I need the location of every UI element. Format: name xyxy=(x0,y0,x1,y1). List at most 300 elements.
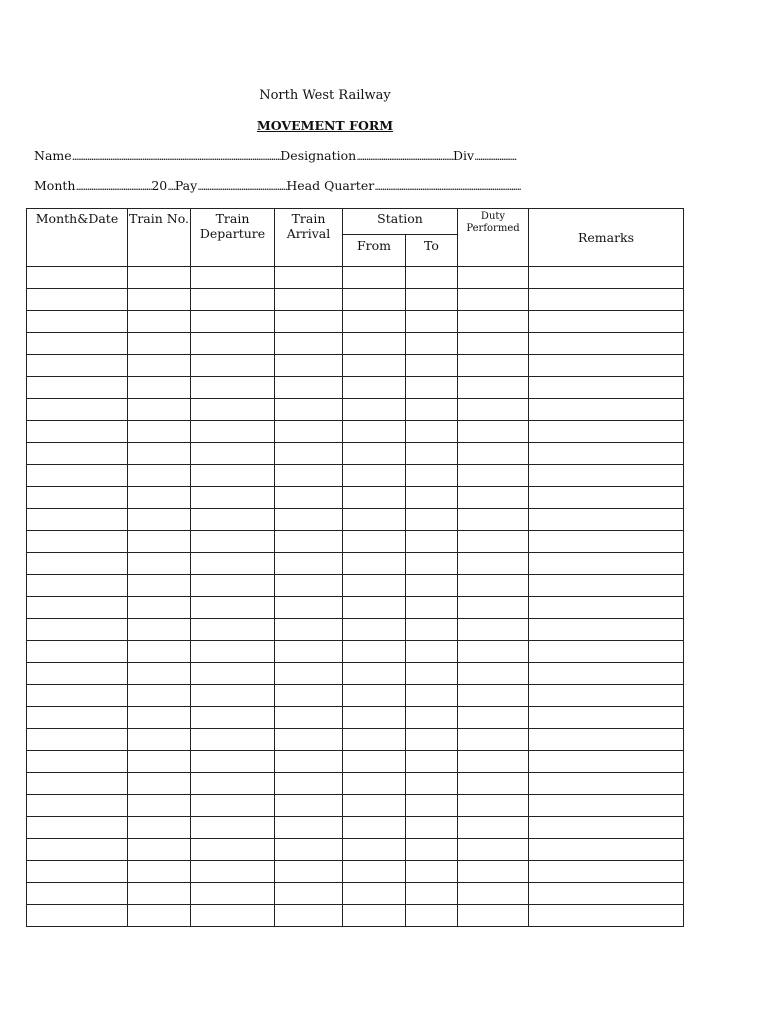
table-cell[interactable] xyxy=(529,773,684,795)
table-cell[interactable] xyxy=(27,333,128,355)
table-cell[interactable] xyxy=(275,619,343,641)
table-row xyxy=(27,509,684,531)
table-cell[interactable] xyxy=(275,795,343,817)
table-cell[interactable] xyxy=(458,465,529,487)
table-cell[interactable] xyxy=(191,729,275,751)
table-cell[interactable] xyxy=(191,905,275,927)
table-cell[interactable] xyxy=(275,685,343,707)
table-cell[interactable] xyxy=(406,729,458,751)
table-cell[interactable] xyxy=(128,575,191,597)
table-cell[interactable] xyxy=(529,663,684,685)
table-cell[interactable] xyxy=(275,729,343,751)
table-row xyxy=(27,619,684,641)
table-cell[interactable] xyxy=(128,729,191,751)
table-row xyxy=(27,465,684,487)
table-cell[interactable] xyxy=(529,729,684,751)
table-cell[interactable] xyxy=(343,333,406,355)
organization-title: North West Railway xyxy=(259,88,391,103)
table-cell[interactable] xyxy=(191,531,275,553)
table-cell[interactable] xyxy=(406,509,458,531)
table-cell[interactable] xyxy=(458,817,529,839)
table-cell[interactable] xyxy=(343,619,406,641)
table-cell[interactable] xyxy=(406,619,458,641)
table-cell[interactable] xyxy=(529,861,684,883)
table-cell[interactable] xyxy=(343,421,406,443)
table-cell[interactable] xyxy=(27,663,128,685)
table-cell[interactable] xyxy=(458,729,529,751)
table-cell[interactable] xyxy=(275,377,343,399)
table-cell[interactable] xyxy=(343,773,406,795)
table-cell[interactable] xyxy=(529,597,684,619)
table-cell[interactable] xyxy=(128,553,191,575)
table-row xyxy=(27,707,684,729)
table-cell[interactable] xyxy=(529,333,684,355)
table-cell[interactable] xyxy=(343,861,406,883)
table-row xyxy=(27,333,684,355)
table-cell[interactable] xyxy=(275,509,343,531)
table-cell[interactable] xyxy=(128,355,191,377)
table-cell[interactable] xyxy=(529,751,684,773)
table-cell[interactable] xyxy=(406,553,458,575)
table-cell[interactable] xyxy=(275,575,343,597)
table-row xyxy=(27,773,684,795)
month-label: Month xyxy=(34,178,76,193)
table-cell[interactable] xyxy=(343,597,406,619)
table-cell[interactable] xyxy=(458,597,529,619)
table-cell[interactable] xyxy=(275,289,343,311)
table-cell[interactable] xyxy=(458,333,529,355)
table-cell[interactable] xyxy=(343,311,406,333)
table-cell[interactable] xyxy=(27,267,128,289)
table-cell[interactable] xyxy=(343,641,406,663)
table-cell[interactable] xyxy=(128,817,191,839)
table-cell[interactable] xyxy=(406,333,458,355)
table-cell[interactable] xyxy=(529,509,684,531)
table-cell[interactable] xyxy=(343,817,406,839)
table-cell[interactable] xyxy=(343,399,406,421)
table-cell[interactable] xyxy=(275,531,343,553)
table-cell[interactable] xyxy=(275,773,343,795)
form-title: MOVEMENT FORM xyxy=(256,118,394,133)
table-cell[interactable] xyxy=(128,509,191,531)
table-cell[interactable] xyxy=(27,377,128,399)
table-cell[interactable] xyxy=(191,663,275,685)
table-cell[interactable] xyxy=(406,883,458,905)
table-cell[interactable] xyxy=(458,883,529,905)
table-cell[interactable] xyxy=(458,509,529,531)
table-cell[interactable] xyxy=(458,707,529,729)
table-cell[interactable] xyxy=(529,817,684,839)
table-cell[interactable] xyxy=(128,487,191,509)
movement-table xyxy=(26,208,684,927)
col-header-station-from: From xyxy=(343,235,406,267)
table-cell[interactable] xyxy=(27,905,128,927)
table-cell[interactable] xyxy=(275,839,343,861)
table-cell[interactable] xyxy=(191,355,275,377)
table-cell[interactable] xyxy=(275,905,343,927)
div-blank[interactable]: ...................... xyxy=(474,150,516,163)
table-cell[interactable] xyxy=(529,421,684,443)
table-cell[interactable] xyxy=(191,597,275,619)
table-cell[interactable] xyxy=(275,399,343,421)
table-row xyxy=(27,443,684,465)
table-cell[interactable] xyxy=(529,399,684,421)
table-body xyxy=(27,267,684,927)
table-cell[interactable] xyxy=(458,553,529,575)
table-cell[interactable] xyxy=(406,663,458,685)
table-cell[interactable] xyxy=(343,377,406,399)
table-cell[interactable] xyxy=(128,751,191,773)
table-row xyxy=(27,795,684,817)
designation-label: Designation xyxy=(280,148,357,163)
table-cell[interactable] xyxy=(458,487,529,509)
table-cell[interactable] xyxy=(458,685,529,707)
table-row xyxy=(27,377,684,399)
div-label: Div xyxy=(452,148,475,163)
table-cell[interactable] xyxy=(458,443,529,465)
table-cell[interactable] xyxy=(128,443,191,465)
table-row xyxy=(27,531,684,553)
table-row xyxy=(27,597,684,619)
table-cell[interactable] xyxy=(529,795,684,817)
table-cell[interactable] xyxy=(406,267,458,289)
pay-blank[interactable]: ............................................... xyxy=(197,180,287,193)
table-cell[interactable] xyxy=(458,311,529,333)
table-row xyxy=(27,839,684,861)
table-cell[interactable] xyxy=(275,311,343,333)
table-cell[interactable] xyxy=(458,663,529,685)
table-cell[interactable] xyxy=(529,619,684,641)
table-cell[interactable] xyxy=(191,421,275,443)
month-pay-hq-line xyxy=(34,178,634,193)
table-cell[interactable] xyxy=(275,817,343,839)
col-header-remarks: Remarks xyxy=(529,209,684,267)
pay-label: Pay xyxy=(174,178,198,193)
table-cell[interactable] xyxy=(406,399,458,421)
table-cell[interactable] xyxy=(275,707,343,729)
table-cell[interactable] xyxy=(406,355,458,377)
table-cell[interactable] xyxy=(191,289,275,311)
table-cell[interactable] xyxy=(275,355,343,377)
table-cell[interactable] xyxy=(128,399,191,421)
table-row xyxy=(27,575,684,597)
table-cell[interactable] xyxy=(458,905,529,927)
table-cell[interactable] xyxy=(128,597,191,619)
table-cell[interactable] xyxy=(128,663,191,685)
table-cell[interactable] xyxy=(343,663,406,685)
table-cell[interactable] xyxy=(191,707,275,729)
head-quarter-blank[interactable]: ............................................................................. xyxy=(374,180,521,193)
table-cell[interactable] xyxy=(529,465,684,487)
table-cell[interactable] xyxy=(458,289,529,311)
table-cell[interactable] xyxy=(529,575,684,597)
table-cell[interactable] xyxy=(458,861,529,883)
table-cell[interactable] xyxy=(27,839,128,861)
table-cell[interactable] xyxy=(406,311,458,333)
table-row xyxy=(27,399,684,421)
table-cell[interactable] xyxy=(128,641,191,663)
table-cell[interactable] xyxy=(343,751,406,773)
table-cell[interactable] xyxy=(27,509,128,531)
table-cell[interactable] xyxy=(275,597,343,619)
table-cell[interactable] xyxy=(27,883,128,905)
table-cell[interactable] xyxy=(406,839,458,861)
table-cell[interactable] xyxy=(27,861,128,883)
table-cell[interactable] xyxy=(27,531,128,553)
table-cell[interactable] xyxy=(27,355,128,377)
table-cell[interactable] xyxy=(343,575,406,597)
table-row xyxy=(27,861,684,883)
table-cell[interactable] xyxy=(191,399,275,421)
table-cell[interactable] xyxy=(529,905,684,927)
table-cell[interactable] xyxy=(191,553,275,575)
table-cell[interactable] xyxy=(406,421,458,443)
table-cell[interactable] xyxy=(128,377,191,399)
table-cell[interactable] xyxy=(343,465,406,487)
table-cell[interactable] xyxy=(27,685,128,707)
table-cell[interactable] xyxy=(191,619,275,641)
year-prefix: 20 xyxy=(151,178,168,193)
table-cell[interactable] xyxy=(458,773,529,795)
designation-blank[interactable]: ................................................... xyxy=(356,150,453,163)
table-cell[interactable] xyxy=(343,487,406,509)
table-cell[interactable] xyxy=(128,773,191,795)
table-row xyxy=(27,553,684,575)
table-cell[interactable] xyxy=(128,465,191,487)
table-cell[interactable] xyxy=(343,289,406,311)
table-cell[interactable] xyxy=(529,883,684,905)
name-blank[interactable]: .............................................................................................................. xyxy=(71,150,281,163)
table-cell[interactable] xyxy=(191,861,275,883)
table-cell[interactable] xyxy=(343,905,406,927)
table-cell[interactable] xyxy=(27,289,128,311)
table-cell[interactable] xyxy=(343,443,406,465)
table-cell[interactable] xyxy=(458,421,529,443)
table-cell[interactable] xyxy=(529,267,684,289)
table-cell[interactable] xyxy=(529,311,684,333)
table-cell[interactable] xyxy=(275,421,343,443)
table-cell[interactable] xyxy=(343,553,406,575)
table-cell[interactable] xyxy=(343,267,406,289)
table-cell[interactable] xyxy=(275,883,343,905)
table-cell[interactable] xyxy=(191,377,275,399)
table-row xyxy=(27,751,684,773)
table-cell[interactable] xyxy=(191,839,275,861)
table-cell[interactable] xyxy=(406,817,458,839)
col-header-station-to: To xyxy=(406,235,458,267)
table-cell[interactable] xyxy=(275,861,343,883)
table-cell[interactable] xyxy=(458,267,529,289)
table-cell[interactable] xyxy=(343,729,406,751)
table-cell[interactable] xyxy=(458,751,529,773)
table-cell[interactable] xyxy=(406,377,458,399)
table-cell[interactable] xyxy=(191,751,275,773)
name-designation-div-line xyxy=(34,148,634,163)
table-cell[interactable] xyxy=(529,355,684,377)
table-cell[interactable] xyxy=(27,575,128,597)
table-cell[interactable] xyxy=(191,487,275,509)
table-cell[interactable] xyxy=(406,487,458,509)
table-row xyxy=(27,685,684,707)
table-cell[interactable] xyxy=(529,553,684,575)
col-header-month-date: Month&Date xyxy=(27,209,128,267)
table-cell[interactable] xyxy=(128,707,191,729)
table-cell[interactable] xyxy=(27,729,128,751)
table-row xyxy=(27,311,684,333)
table-row xyxy=(27,267,684,289)
table-cell[interactable] xyxy=(406,641,458,663)
table-cell[interactable] xyxy=(128,883,191,905)
table-cell[interactable] xyxy=(27,443,128,465)
table-cell[interactable] xyxy=(343,883,406,905)
table-cell[interactable] xyxy=(529,839,684,861)
table-cell[interactable] xyxy=(406,575,458,597)
table-cell[interactable] xyxy=(275,443,343,465)
table-cell[interactable] xyxy=(27,399,128,421)
table-cell[interactable] xyxy=(128,619,191,641)
table-cell[interactable] xyxy=(191,817,275,839)
table-cell[interactable] xyxy=(275,487,343,509)
table-cell[interactable] xyxy=(406,773,458,795)
table-cell[interactable] xyxy=(27,619,128,641)
table-cell[interactable] xyxy=(191,773,275,795)
table-cell[interactable] xyxy=(27,465,128,487)
table-cell[interactable] xyxy=(191,795,275,817)
table-row xyxy=(27,729,684,751)
table-cell[interactable] xyxy=(406,861,458,883)
table-cell[interactable] xyxy=(27,553,128,575)
table-cell[interactable] xyxy=(529,377,684,399)
table-cell[interactable] xyxy=(191,509,275,531)
col-header-station: Station xyxy=(343,209,458,235)
table-cell[interactable] xyxy=(191,685,275,707)
head-quarter-label: Head Quarter xyxy=(286,178,375,193)
table-cell[interactable] xyxy=(406,597,458,619)
table-cell[interactable] xyxy=(529,531,684,553)
table-cell[interactable] xyxy=(406,531,458,553)
table-cell[interactable] xyxy=(529,707,684,729)
table-cell[interactable] xyxy=(191,267,275,289)
table-cell[interactable] xyxy=(275,751,343,773)
table-cell[interactable] xyxy=(406,795,458,817)
table-cell[interactable] xyxy=(128,839,191,861)
table-row xyxy=(27,641,684,663)
table-cell[interactable] xyxy=(27,311,128,333)
table-cell[interactable] xyxy=(343,531,406,553)
table-cell[interactable] xyxy=(343,509,406,531)
table-row xyxy=(27,905,684,927)
table-cell[interactable] xyxy=(27,795,128,817)
table-cell[interactable] xyxy=(275,641,343,663)
table-row xyxy=(27,421,684,443)
table-cell[interactable] xyxy=(128,289,191,311)
table-row xyxy=(27,289,684,311)
table-cell[interactable] xyxy=(191,443,275,465)
table-cell[interactable] xyxy=(128,267,191,289)
table-cell[interactable] xyxy=(27,773,128,795)
table-cell[interactable] xyxy=(191,575,275,597)
table-row xyxy=(27,817,684,839)
table-row xyxy=(27,355,684,377)
table-cell[interactable] xyxy=(275,553,343,575)
table-cell[interactable] xyxy=(191,333,275,355)
table-cell[interactable] xyxy=(458,355,529,377)
table-cell[interactable] xyxy=(128,333,191,355)
table-cell[interactable] xyxy=(529,685,684,707)
table-cell[interactable] xyxy=(27,707,128,729)
table-cell[interactable] xyxy=(458,575,529,597)
table-row xyxy=(27,487,684,509)
table-cell[interactable] xyxy=(191,641,275,663)
table-cell[interactable] xyxy=(275,663,343,685)
table-cell[interactable] xyxy=(27,421,128,443)
table-cell[interactable] xyxy=(406,707,458,729)
table-cell[interactable] xyxy=(529,443,684,465)
table-cell[interactable] xyxy=(458,641,529,663)
table-cell[interactable] xyxy=(529,487,684,509)
table-cell[interactable] xyxy=(27,597,128,619)
table-cell[interactable] xyxy=(128,311,191,333)
table-cell[interactable] xyxy=(128,795,191,817)
table-cell[interactable] xyxy=(128,861,191,883)
table-cell[interactable] xyxy=(343,839,406,861)
month-blank[interactable]: ........................................ xyxy=(75,180,152,193)
table-cell[interactable] xyxy=(458,839,529,861)
table-cell[interactable] xyxy=(458,531,529,553)
table-cell[interactable] xyxy=(128,685,191,707)
table-cell[interactable] xyxy=(275,465,343,487)
table-cell[interactable] xyxy=(406,443,458,465)
col-header-train-arrival: Train Arrival xyxy=(275,209,343,267)
table-cell[interactable] xyxy=(458,399,529,421)
table-cell[interactable] xyxy=(27,751,128,773)
table-cell[interactable] xyxy=(343,795,406,817)
table-cell[interactable] xyxy=(406,289,458,311)
table-cell[interactable] xyxy=(128,421,191,443)
table-cell[interactable] xyxy=(191,883,275,905)
name-label: Name xyxy=(34,148,72,163)
table-cell[interactable] xyxy=(406,905,458,927)
col-header-duty-performed: Duty Performed xyxy=(458,209,529,267)
table-cell[interactable] xyxy=(27,641,128,663)
table-cell[interactable] xyxy=(529,641,684,663)
table-row xyxy=(27,883,684,905)
table-cell[interactable] xyxy=(128,905,191,927)
table-cell[interactable] xyxy=(275,333,343,355)
table-cell[interactable] xyxy=(191,465,275,487)
header-row xyxy=(27,209,684,235)
table-cell[interactable] xyxy=(406,685,458,707)
table-cell[interactable] xyxy=(27,487,128,509)
table-cell[interactable] xyxy=(343,707,406,729)
table-cell[interactable] xyxy=(27,817,128,839)
year-blank[interactable]: .... xyxy=(167,180,175,193)
table-cell[interactable] xyxy=(458,795,529,817)
table-cell[interactable] xyxy=(458,377,529,399)
table-cell[interactable] xyxy=(406,465,458,487)
table-cell[interactable] xyxy=(458,619,529,641)
table-cell[interactable] xyxy=(406,751,458,773)
col-header-train-departure: Train Departure xyxy=(191,209,275,267)
col-header-train-no: Train No. xyxy=(128,209,191,267)
table-cell[interactable] xyxy=(191,311,275,333)
table-row xyxy=(27,663,684,685)
table-cell[interactable] xyxy=(529,289,684,311)
table-cell[interactable] xyxy=(275,267,343,289)
table-cell[interactable] xyxy=(128,531,191,553)
table-cell[interactable] xyxy=(343,355,406,377)
table-cell[interactable] xyxy=(343,685,406,707)
